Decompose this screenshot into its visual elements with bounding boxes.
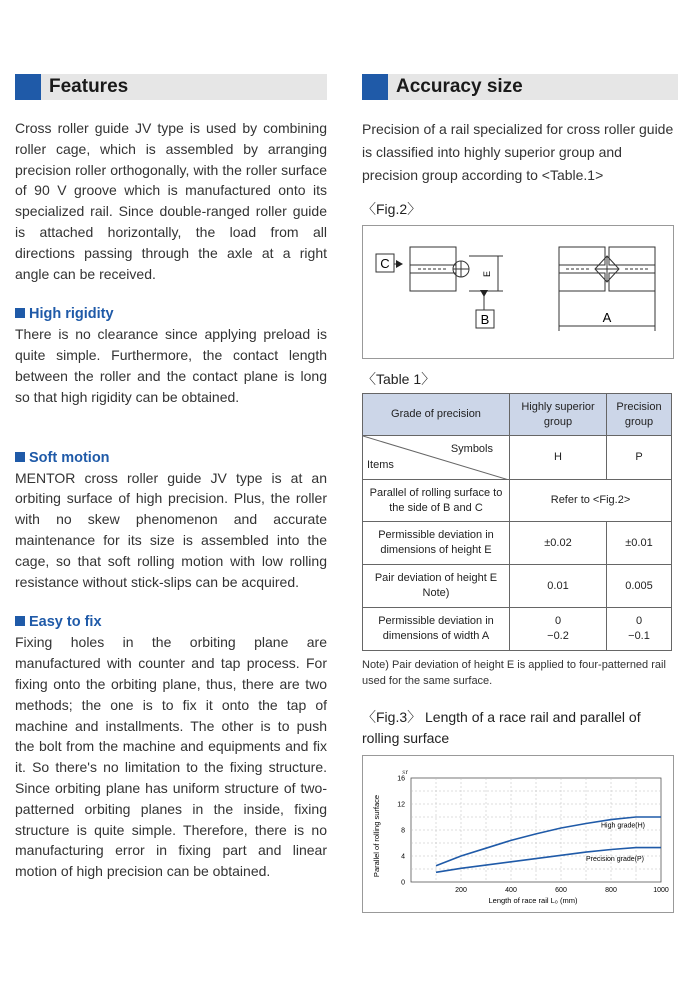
label-a: A — [602, 310, 612, 325]
label-c: C — [380, 256, 390, 271]
soft-motion-heading: Soft motion — [15, 448, 327, 468]
y-axis-label: Parallel of rolling surface — [372, 794, 381, 878]
accuracy-column — [362, 74, 678, 913]
y-unit-label: ㏛ — [402, 770, 409, 776]
accuracy-title: Accuracy size — [396, 76, 523, 97]
high-rigidity-text: There is no clearance since applying preload is quite simple. Furthermore, the contact length between the roller and the contact plane is long so that high rigidity can be obtained. — [15, 326, 327, 405]
x-tick-label: 600 — [555, 887, 567, 894]
arrow-b-icon — [480, 290, 488, 297]
symbol-p: P — [607, 436, 672, 480]
symbols-label: Symbols — [450, 443, 493, 455]
header-square-icon — [362, 74, 388, 100]
header-square-icon — [15, 74, 41, 100]
rail-cross-section-figure — [363, 226, 673, 358]
table-cell-h: 0.01 — [510, 565, 607, 608]
y-tick-label: 12 — [397, 801, 405, 809]
features-intro: Cross roller guide JV type is used by combining roller cage, which is assembled by arranging precision roller orthogonally, with the roller surface of 90 V groove which is manufactured onto its specialized rail. Since double-ranged roller guide is attached horizontally, the load from all directions passing through the axle at a right angle can be received. — [15, 120, 327, 282]
table-cell-p: 0 −0.1 — [607, 608, 672, 651]
table-cell-p: ±0.01 — [607, 522, 672, 565]
fig2-diagram — [362, 225, 674, 359]
features-title: Features — [49, 76, 129, 97]
items-label: Items — [367, 459, 394, 471]
fig2-label: 〈Fig.2〉 — [362, 201, 422, 217]
y-tick-label: 8 — [401, 827, 405, 835]
table-cell-h: ±0.02 — [510, 522, 607, 565]
features-header — [15, 74, 327, 100]
table-note: Note) Pair deviation of height E is applied to four-patterned rail used for the same surface. — [362, 659, 666, 687]
header-precision: Precision group — [607, 394, 672, 436]
symbols-items-cell — [363, 436, 510, 480]
features-column — [15, 74, 327, 882]
accuracy-header — [362, 74, 678, 100]
precision-table — [362, 393, 672, 651]
table1-label: 〈Table 1〉 — [362, 371, 436, 387]
header-highly-superior: Highly superior group — [510, 394, 607, 436]
fig3-title: 〈Fig.3〉 Length of a race rail and parallel of rolling surface — [362, 709, 641, 746]
x-axis-label: Length of race rail L₀ (mm) — [488, 896, 578, 905]
table-row-merged: Refer to <Fig.2> — [510, 480, 672, 522]
soft-motion-text: MENTOR cross roller guide JV type is at an orbiting surface of high precision. Plus, the roller with no skew phenomenon and accurate maintenance for its size is assembled into the cage, so that soft rolling motion with low rolling resistance without stick-slips can be acquired. — [15, 469, 327, 590]
fig3-chart-box — [362, 755, 674, 913]
easy-to-fix-heading: Easy to fix — [15, 612, 327, 632]
y-tick-label: 0 — [401, 879, 405, 887]
easy-to-fix-text: Fixing holes in the orbiting plane are manufactured with counter and tap process. For fixing onto the orbiting plane, thus, there are two methods; the one is to fix it onto the tap of machine and installments. The other is to push the bolt from the machine and equipments and fix it. So there's no limitation to the fixing structure. Since orbiting plane has uniform structure of two-patterned orbiting planes in the inside, fixing structure is quite simple. Therefore, there is no manufacturing error in fixing part and linear motion of high precision can be obtained. — [15, 634, 327, 880]
y-tick-label: 16 — [397, 775, 405, 783]
square-bullet-icon — [15, 616, 25, 626]
square-bullet-icon — [15, 308, 25, 318]
x-tick-label: 200 — [455, 887, 467, 894]
series-label-high-grade: High grade(H) — [601, 822, 645, 830]
x-tick-label: 1000 — [653, 887, 669, 894]
arrow-c-icon — [396, 260, 403, 268]
x-tick-label: 800 — [605, 887, 617, 894]
y-tick-label: 4 — [401, 853, 405, 861]
symbol-h: H — [510, 436, 607, 480]
table-row-item: Parallel of rolling surface to the side of B and C — [363, 480, 510, 522]
label-b: B — [480, 312, 490, 327]
header-grade: Grade of precision — [363, 394, 510, 436]
table-row-item: Pair deviation of height E Note) — [363, 565, 510, 608]
fig3-line-chart — [363, 756, 673, 912]
high-rigidity-heading: High rigidity — [15, 304, 327, 324]
square-bullet-icon — [15, 452, 25, 462]
accuracy-intro: Precision of a rail specialized for cross roller guide is classified into highly superior group and precision group according to <Table.1> — [362, 121, 674, 183]
table-cell-h: 0 −0.2 — [510, 608, 607, 651]
table-row-item: Permissible deviation in dimensions of height E — [363, 522, 510, 565]
label-e: E — [482, 270, 492, 277]
series-label-precision-grade: Precision grade(P) — [586, 856, 644, 864]
table-row-item: Permissible deviation in dimensions of width A — [363, 608, 510, 651]
table-cell-p: 0.005 — [607, 565, 672, 608]
x-tick-label: 400 — [505, 887, 517, 894]
